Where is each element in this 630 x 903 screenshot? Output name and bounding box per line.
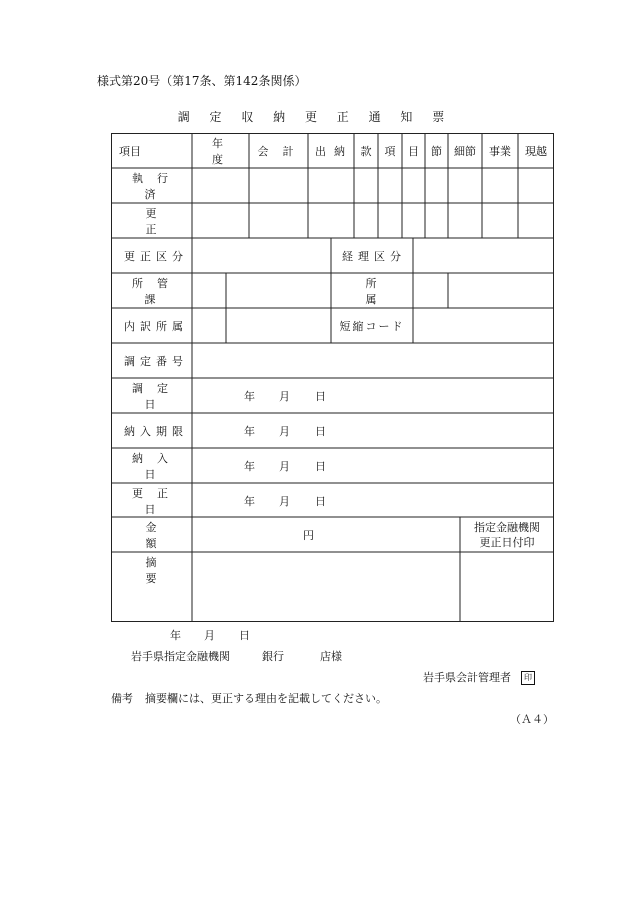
- header-account: 会計: [257, 144, 308, 158]
- payment-deadline-day: 日: [315, 425, 326, 438]
- footer-date-year: 年: [170, 629, 181, 642]
- header-treasury: 出納: [315, 144, 353, 158]
- payment-date-day: 日: [315, 460, 326, 473]
- paper-size: （Ａ４）: [510, 713, 554, 726]
- assessment-date-day: 日: [315, 390, 326, 403]
- header-setsu: 節: [431, 144, 442, 158]
- header-item: 項目: [119, 144, 141, 158]
- header-kou: 項: [384, 144, 396, 158]
- sender-name: 岩手県会計管理者: [423, 671, 511, 684]
- row-label-executed: 執行済: [132, 171, 182, 201]
- sender-block: [423, 669, 535, 685]
- footer-date-day: 日: [239, 629, 250, 642]
- seal-icon: 印: [521, 671, 535, 685]
- payment-date-month: 月: [279, 460, 290, 473]
- row-label-correction-category: 更正区分: [124, 249, 188, 263]
- note-label: 備考: [111, 692, 133, 705]
- assessment-date-year: 年: [244, 390, 255, 403]
- header-saisetsu: 細節: [454, 144, 476, 158]
- row-label-assessment-number: 調定番号: [124, 354, 188, 368]
- branch-honorific: 店様: [320, 650, 342, 663]
- addressee-label: 岩手県指定金融機関: [131, 650, 230, 663]
- correction-date-month: 月: [279, 495, 290, 508]
- bank-stamp-label-2: 更正日付印: [479, 536, 535, 549]
- header-project: 事業: [489, 144, 511, 158]
- row-label-payment-date: 納入日: [132, 451, 182, 481]
- footer-date-month: 月: [204, 629, 215, 642]
- row-label-payment-deadline: 納入期限: [124, 424, 188, 438]
- header-fiscal-year: 年度: [212, 136, 237, 166]
- row-label-amount: 金額: [145, 520, 199, 550]
- payment-deadline-month: 月: [279, 425, 290, 438]
- header-kan: 款: [360, 144, 372, 158]
- row-label-breakdown-affiliation: 内訳所属: [124, 319, 188, 333]
- header-carryover: 現越: [525, 144, 547, 158]
- payment-deadline-year: 年: [244, 425, 255, 438]
- form-title: 調 定 収 納 更 正 通 知 票: [177, 110, 453, 124]
- row-label-assessment-date: 調定日: [132, 381, 182, 411]
- row-label-remarks: 摘要: [145, 555, 199, 585]
- assessment-date-month: 月: [279, 390, 290, 403]
- row-label-accounting-category: 経理区分: [342, 249, 406, 263]
- form-number: 様式第20号（第17条、第142条関係）: [97, 74, 307, 88]
- bank-label: 銀行: [262, 650, 284, 663]
- row-label-affiliation: 所属: [365, 276, 415, 306]
- correction-date-year: 年: [244, 495, 255, 508]
- bank-stamp-label-1: 指定金融機関: [474, 521, 540, 534]
- payment-date-year: 年: [244, 460, 255, 473]
- amount-yen-unit: 円: [303, 529, 314, 542]
- correction-date-day: 日: [315, 495, 326, 508]
- row-label-correction: 更正: [145, 206, 199, 236]
- row-label-responsible-section: 所管課: [132, 276, 182, 306]
- header-moku: 目: [408, 144, 419, 158]
- notice-form-table: [111, 133, 554, 622]
- note-text: 摘要欄には、更正する理由を記載してください。: [145, 692, 387, 705]
- row-label-correction-date: 更正日: [132, 486, 182, 516]
- row-label-short-code: 短縮コード: [339, 319, 405, 333]
